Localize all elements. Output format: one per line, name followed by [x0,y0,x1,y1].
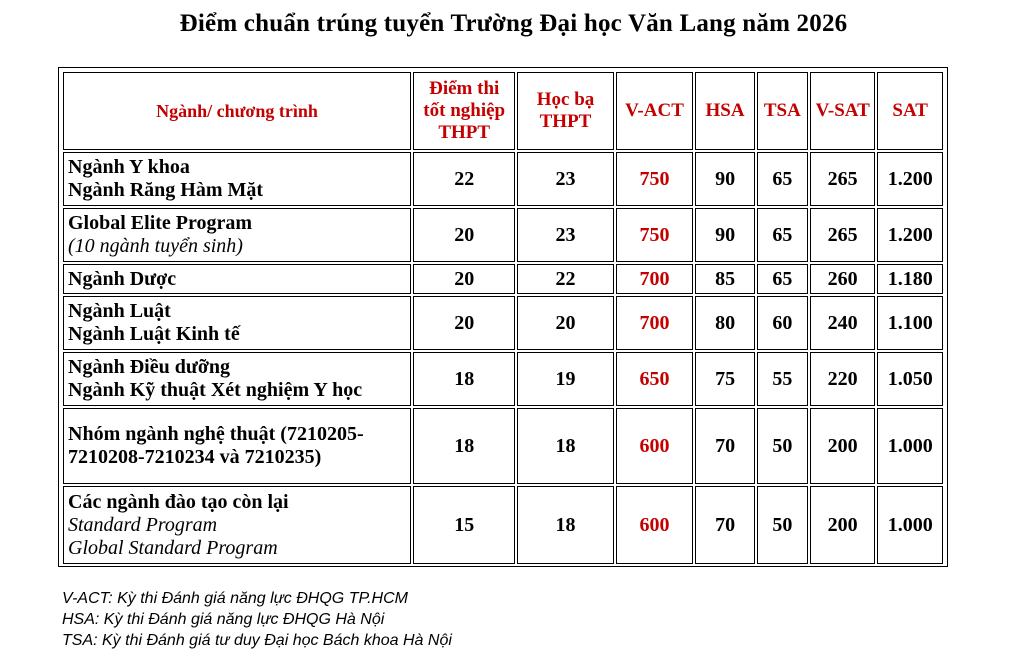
cell-sat: 1.000 [877,486,943,564]
header-transcript-line: THPT [539,111,592,132]
cell-vact: 750 [616,152,694,206]
major-line: Nhóm ngành nghệ thuật (7210205- [68,423,364,445]
cell-major [63,352,411,406]
cell-vact: 750 [616,208,694,262]
header-vact: V-ACT [616,72,694,150]
cell-thpt-exam: 20 [413,208,515,262]
cell-tsa: 50 [757,408,808,484]
cell-tsa: 50 [757,486,808,564]
header-vsat: V-SAT [810,72,876,150]
cell-sat: 1.100 [877,296,943,350]
header-thpt-exam-line: THPT [438,122,491,143]
header-hsa: HSA [695,72,754,150]
major-line: Các ngành đào tạo còn lại [68,490,289,513]
cell-transcript: 18 [517,486,613,564]
cell-vact: 650 [616,352,694,406]
cell-tsa: 65 [757,208,808,262]
major-line: 7210208-7210234 và 7210235) [68,446,322,468]
cell-major [63,208,411,262]
cell-thpt-exam: 18 [413,408,515,484]
cell-vsat: 265 [810,208,876,262]
major-line: Ngành Răng Hàm Mặt [68,179,264,201]
major-line: Ngành Y khoa [68,156,190,178]
cell-thpt-exam: 18 [413,352,515,406]
cell-major [63,264,411,294]
cell-vsat: 265 [810,152,876,206]
header-transcript [517,72,613,150]
cell-thpt-exam: 20 [413,264,515,294]
cell-thpt-exam: 15 [413,486,515,564]
cell-vsat: 240 [810,296,876,350]
cell-hsa: 90 [695,152,754,206]
cell-vact: 700 [616,296,694,350]
cell-transcript: 23 [517,208,613,262]
cell-transcript: 23 [517,152,613,206]
table-body [63,152,943,564]
table-header-row [63,72,943,150]
major-line: Ngành Luật [68,300,171,322]
major-line: Ngành Dược [68,267,177,290]
header-thpt-exam-line: Điểm thi [429,78,500,99]
cell-tsa: 65 [757,152,808,206]
cell-vsat: 200 [810,408,876,484]
header-thpt-exam [413,72,515,150]
cell-hsa: 85 [695,264,754,294]
header-sat: SAT [877,72,943,150]
cell-tsa: 60 [757,296,808,350]
cell-sat: 1.000 [877,408,943,484]
cell-sat: 1.200 [877,208,943,262]
header-major: Ngành/ chương trình [63,72,411,150]
cell-tsa: 55 [757,352,808,406]
score-table-frame [58,67,948,567]
major-line: Global Elite Program [68,212,253,234]
major-line: Ngành Luật Kinh tế [68,323,240,345]
cell-vsat: 200 [810,486,876,564]
cell-major [63,408,411,484]
cell-major [63,486,411,564]
table-row [63,486,943,564]
header-transcript-line: Học bạ [536,89,595,110]
page-title: Điểm chuẩn trúng tuyển Trường Đại học Văn Lang năm 2026 [179,10,848,37]
table-row [63,264,943,294]
cell-transcript: 18 [517,408,613,484]
cell-hsa: 75 [695,352,754,406]
major-line: Ngành Kỹ thuật Xét nghiệm Y học [68,379,363,401]
table-row [63,296,943,350]
major-line: Ngành Điều dưỡng [68,356,231,378]
cell-thpt-exam: 20 [413,296,515,350]
header-tsa: TSA [757,72,808,150]
footnotes [62,588,962,651]
footnote-line: TSA: Kỳ thi Đánh giá tư duy Đại học Bách khoa Hà Nội [62,632,452,649]
footnote-line: HSA: Kỳ thi Đánh giá năng lực ĐHQG Hà Nội [62,611,385,628]
cell-major [63,296,411,350]
cell-vact: 700 [616,264,694,294]
cell-sat: 1.050 [877,352,943,406]
cell-hsa: 70 [695,486,754,564]
cell-hsa: 90 [695,208,754,262]
cell-sat: 1.200 [877,152,943,206]
major-line: Global Standard Program [68,536,278,559]
score-table [61,70,945,566]
cell-major [63,152,411,206]
cell-thpt-exam: 22 [413,152,515,206]
table-row [63,352,943,406]
cell-vact: 600 [616,486,694,564]
cell-transcript: 19 [517,352,613,406]
cell-hsa: 80 [695,296,754,350]
cell-tsa: 65 [757,264,808,294]
major-line: Standard Program [68,513,218,536]
cell-sat: 1.180 [877,264,943,294]
cell-vact: 600 [616,408,694,484]
footnote-line: V-ACT: Kỳ thi Đánh giá năng lực ĐHQG TP.HCM [62,590,408,607]
cell-vsat: 260 [810,264,876,294]
cell-vsat: 220 [810,352,876,406]
major-line: (10 ngành tuyển sinh) [68,235,243,257]
cell-transcript: 22 [517,264,613,294]
cell-hsa: 70 [695,408,754,484]
table-row [63,208,943,262]
header-thpt-exam-line: tốt nghiệp [423,100,506,121]
cell-transcript: 20 [517,296,613,350]
table-row [63,152,943,206]
table-row [63,408,943,484]
